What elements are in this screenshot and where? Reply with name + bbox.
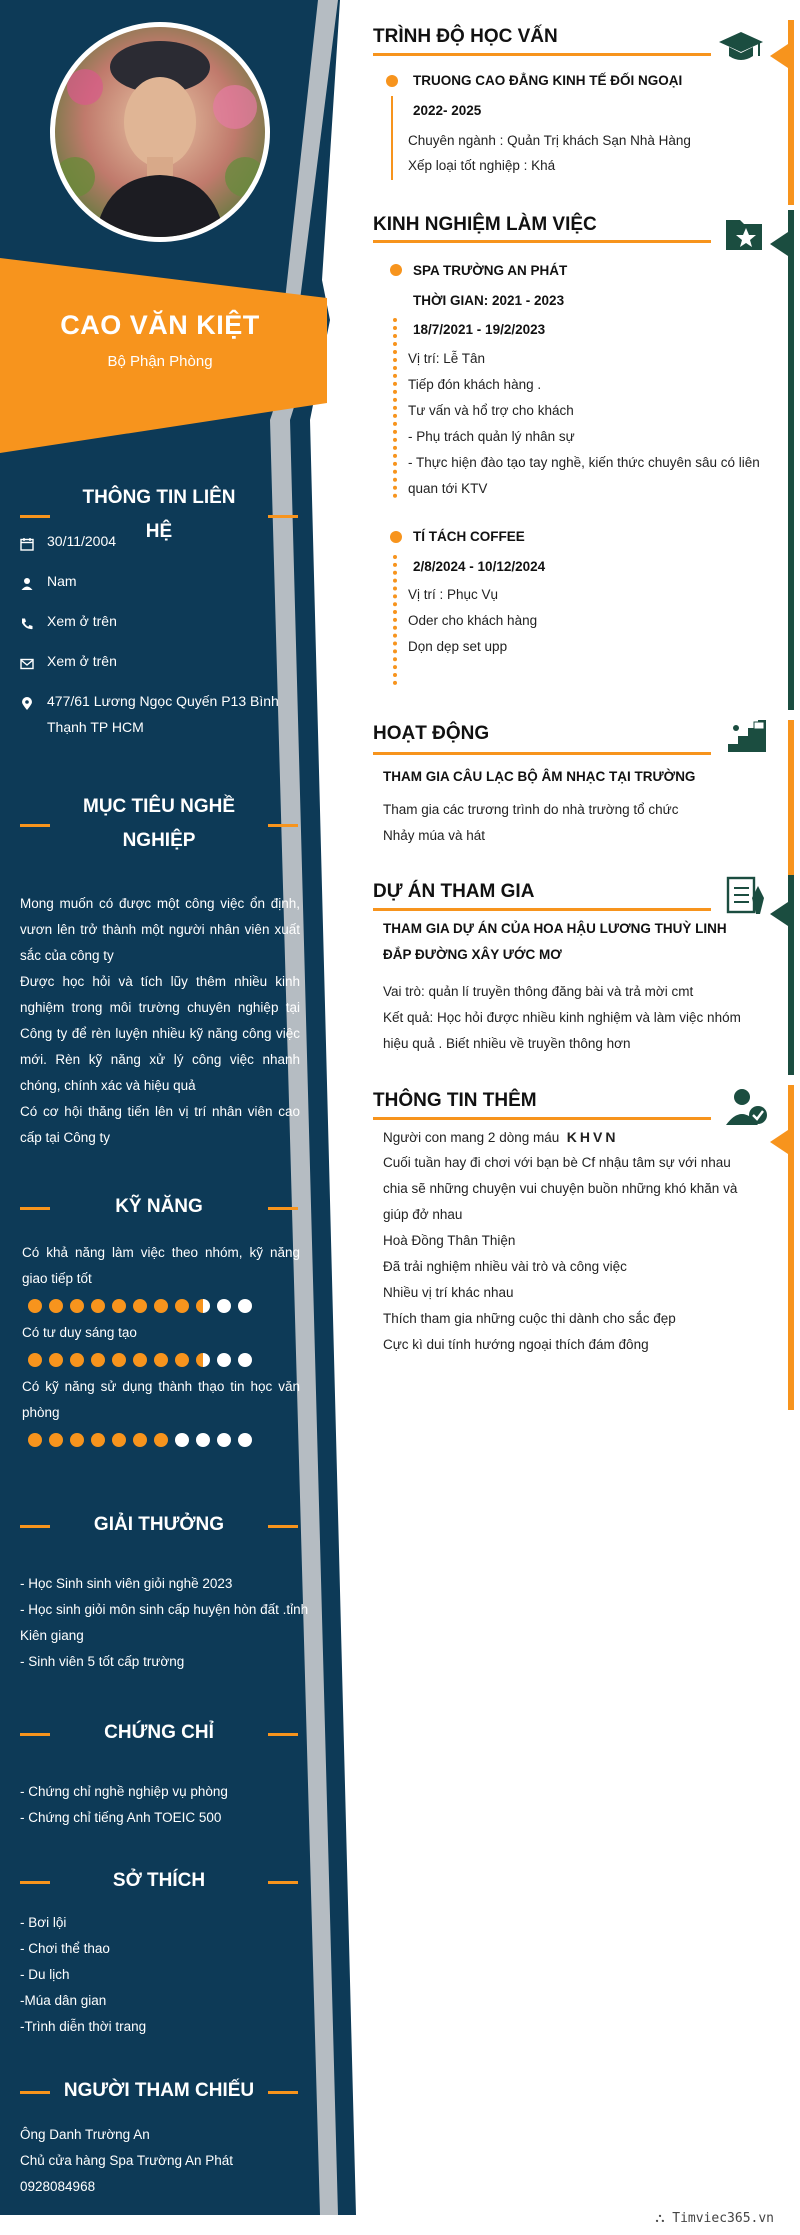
rating-dot — [49, 1353, 63, 1367]
person-check-icon — [724, 1087, 770, 1127]
watermark[interactable]: ⛬ Timviec365.vn — [655, 2211, 774, 2226]
contact-item-address: 477/61 Lương Ngọc Quyến P13 Bình Thạnh TP HCM — [20, 688, 310, 740]
rating-dot — [49, 1433, 63, 1447]
rating-dot — [91, 1433, 105, 1447]
activity-text: Tham gia các trương trình do nhà trường tổ chức Nhảy múa và hát — [383, 802, 679, 843]
project-text: Vai trò: quản lí truyền thông đăng bài và trả mời cmt Kết quả: Học hỏi được nhiều kinh nghiệm và làm việc nhóm hiệu quả . Biết nhiều về truyền thông hơn — [383, 984, 741, 1051]
rating-dot — [91, 1299, 105, 1313]
contact-item-email: Xem ở trên — [20, 648, 310, 674]
section-divider — [373, 752, 711, 755]
rating-dot — [70, 1299, 84, 1313]
edge-bar — [788, 875, 794, 1075]
calendar-icon — [20, 533, 34, 547]
brand-text: KHVN — [566, 1129, 619, 1145]
contact-title: THÔNG TIN LIÊN HỆ — [20, 481, 298, 549]
section-divider — [373, 240, 711, 243]
rating-dot — [196, 1433, 210, 1447]
rating-dot — [28, 1433, 42, 1447]
rating-dot — [238, 1299, 252, 1313]
certificates-list: - Chứng chỉ nghề nghiệp vụ phòng - Chứng chỉ tiếng Anh TOEIC 500 — [20, 1784, 228, 1825]
email-icon — [20, 653, 34, 667]
skill-label: Có khả năng làm việc theo nhóm, kỹ năng giao tiếp tốt — [22, 1245, 300, 1286]
logo-icon: ⛬ — [655, 2211, 665, 2226]
certificates-title: CHỨNG CHỈ — [20, 1716, 298, 1750]
rating-dot — [133, 1353, 147, 1367]
hobbies-title: SỞ THÍCH — [20, 1864, 298, 1898]
additional-title: THÔNG TIN THÊM — [373, 1090, 537, 1111]
timeline-line — [391, 96, 393, 180]
rating-dot — [133, 1299, 147, 1313]
project-checklist-icon — [722, 876, 768, 916]
edge-bar — [788, 20, 794, 205]
timeline-dotted-line — [393, 555, 397, 685]
full-name: CAO VĂN KIỆT — [60, 310, 260, 340]
references-title: NGƯỜI THAM CHIẾU — [20, 2074, 298, 2108]
job-details: Vị trí: Lễ Tân Tiếp đón khách hàng . Tư vấn và hổ trợ cho khách - Phụ trách quản lý nhân sự - Thực hiện đào tạo tay nghề, kiến thức chuyên sâu có liên quan tới KTV — [408, 351, 760, 496]
awards-title: GIẢI THƯỞNG — [20, 1508, 298, 1542]
edge-bar — [788, 1085, 794, 1410]
skills-title: KỸ NĂNG — [20, 1190, 298, 1224]
timeline-bullet — [386, 75, 398, 87]
rating-dot — [217, 1353, 231, 1367]
location-icon — [20, 693, 34, 707]
school-name: TRUONG CAO ĐẲNG KINH TẾ ĐỐI NGOẠI — [413, 73, 683, 88]
rating-dot — [112, 1433, 126, 1447]
timeline-bullet — [390, 264, 402, 276]
objective-title: MỤC TIÊU NGHỀ NGHIỆP — [20, 790, 298, 858]
job-details: Vị trí : Phục Vụ Oder cho khách hàng Dọn dẹp set upp — [408, 587, 538, 654]
edge-marker — [770, 902, 788, 926]
contact-item-gender: Nam — [20, 568, 310, 594]
project-heading: THAM GIA DỰ ÁN CỦA HOA HẬU LƯƠNG THUỲ LINH ĐẮP ĐƯỜNG XÂY ƯỚC MƠ — [383, 921, 727, 962]
additional-text: Cuối tuần hay đi chơi với bạn bè Cf nhậu tâm sự với nhau chia sẽ những chuyện vui chuyện buồn những khó khăn và giúp đở nhau Hoà Đồng Thân Thiện Đã trải nghiệm nhiều vài trò và công việc Nhiều vị trí khác nhau Thích tham gia những cuộc thi dành cho sắc đẹp Cực kì dui tính hướng ngoại thích đám đông — [383, 1155, 738, 1352]
skill-label: Có kỹ năng sử dụng thành thạo tin học văn phòng — [22, 1379, 300, 1420]
rating-dot — [154, 1299, 168, 1313]
rating-dot — [175, 1299, 189, 1313]
section-divider — [373, 1117, 711, 1120]
rating-dot — [196, 1353, 210, 1367]
section-divider — [373, 53, 711, 56]
education-grade: Xếp loại tốt nghiệp : Khá — [408, 158, 556, 173]
job-company: TÍ TÁCH COFFEE — [413, 529, 525, 544]
rating-dot — [175, 1433, 189, 1447]
job-company: SPA TRƯỜNG AN PHÁT — [413, 263, 568, 278]
rating-dot — [238, 1353, 252, 1367]
rating-dot — [91, 1353, 105, 1367]
rating-dot — [154, 1353, 168, 1367]
timeline-bullet — [390, 531, 402, 543]
edge-marker — [770, 1130, 788, 1154]
rating-dot — [112, 1299, 126, 1313]
rating-dot — [217, 1299, 231, 1313]
objective-text: Mong muốn có được một công việc ổn định, vươn lên trở thành một người nhân viên xuất sắc của công ty Được học hỏi và tích lũy thêm nhiều kinh nghiệm trong môi trường chuyên nghiệp tại Công ty để rèn luyện nhiều kỹ năng công việc mới. Rèn kỹ năng xử lý công việc nhanh chóng, chính xác và hiệu quả Có cơ hội thăng tiến lên vị trí nhân viên cao cấp tại Công ty — [20, 896, 300, 1145]
edge-bar — [788, 720, 794, 875]
rating-dot — [196, 1299, 210, 1313]
education-major: Chuyên ngành : Quản Trị khách Sạn Nhà Hàng — [408, 133, 691, 148]
timeline-dotted-line — [393, 318, 397, 498]
phone-icon — [20, 613, 34, 627]
activity-heading: THAM GIA CÂU LẠC BỘ ÂM NHẠC TẠI TRƯỜNG — [383, 769, 696, 784]
rating-dot — [70, 1353, 84, 1367]
job-dates: 2/8/2024 - 10/12/2024 — [413, 559, 546, 574]
person-icon — [20, 573, 34, 587]
education-years: 2022- 2025 — [413, 103, 482, 118]
rating-dot — [175, 1353, 189, 1367]
rating-dot — [133, 1433, 147, 1447]
experience-title: KINH NGHIỆM LÀM VIỆC — [373, 214, 597, 235]
job-role: Bộ Phận Phòng — [107, 353, 213, 370]
skill-label: Có tư duy sáng tạo — [22, 1325, 137, 1340]
profile-photo — [55, 27, 265, 237]
hobbies-list: - Bơi lội - Chơi thể thao - Du lịch -Múa dân gian -Trình diễn thời trang — [20, 1915, 147, 2034]
additional-first-line: Người con mang 2 dòng máu KHVN — [383, 1129, 619, 1145]
edge-bar — [788, 210, 794, 710]
rating-dot — [238, 1433, 252, 1447]
job-period: THỜI GIAN: 2021 - 2023 — [413, 293, 565, 308]
job-dates: 18/7/2021 - 19/2/2023 — [413, 322, 546, 337]
rating-dot — [70, 1433, 84, 1447]
folder-star-icon — [724, 214, 770, 254]
edge-marker — [770, 44, 788, 68]
contact-item-phone: Xem ở trên — [20, 608, 310, 634]
edge-marker — [770, 232, 788, 256]
education-title: TRÌNH ĐỘ HỌC VẤN — [373, 26, 558, 47]
section-divider — [373, 908, 711, 911]
rating-dot — [28, 1299, 42, 1313]
rating-dot — [28, 1353, 42, 1367]
projects-title: DỰ ÁN THAM GIA — [373, 881, 535, 902]
references-text: Ông Danh Trường An Chủ cửa hàng Spa Trường An Phát 0928084968 — [20, 2127, 234, 2194]
rating-dot — [112, 1353, 126, 1367]
graduation-cap-icon — [718, 28, 764, 68]
rating-dot — [154, 1433, 168, 1447]
rating-dot — [217, 1433, 231, 1447]
awards-list: - Học Sinh sinh viên giỏi nghề 2023 - Học sinh giỏi môn sinh cấp huyện hòn đất .tỉnh Kiên giang - Sinh viên 5 tốt cấp trường — [20, 1576, 309, 1669]
activity-stairs-icon — [724, 716, 770, 756]
rating-dot — [49, 1299, 63, 1313]
contact-item-birthday: 30/11/2004 — [20, 528, 310, 554]
activities-title: HOẠT ĐỘNG — [373, 723, 490, 744]
avatar — [50, 22, 270, 242]
